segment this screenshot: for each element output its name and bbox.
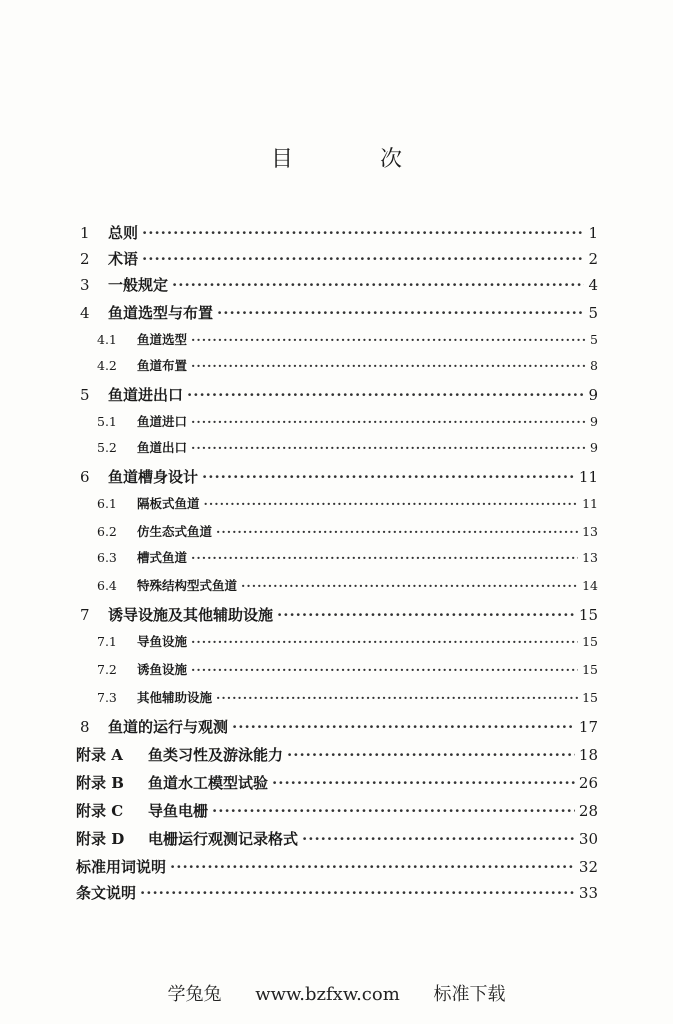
toc-entry-label: 鱼道进出口: [108, 386, 184, 404]
toc-entry-page: 9: [590, 414, 598, 429]
toc-entry-number: 附录 D: [76, 830, 125, 848]
toc-entry-number: 4.1: [97, 332, 117, 347]
toc-leader-dots: [216, 524, 578, 539]
toc-leader-dots: [232, 718, 575, 736]
toc-entry-number: 3: [80, 276, 90, 294]
toc-entry-page: 13: [582, 524, 598, 539]
toc-leader-dots: [142, 250, 584, 268]
toc-leader-dots: [191, 414, 586, 429]
toc-leader-dots: [287, 746, 575, 764]
toc-leader-dots: [172, 276, 584, 294]
toc-entry-label: 总则: [108, 224, 139, 242]
toc-entry-label: 导鱼电栅: [148, 802, 209, 820]
toc-entry-number: 2: [80, 250, 90, 268]
toc-entry-label: 鱼道选型与布置: [108, 304, 214, 322]
toc-entry[interactable]: [80, 248, 598, 269]
toc-entry-page: 13: [582, 550, 598, 565]
toc-entry[interactable]: [76, 800, 598, 821]
toc-entry-label: 术语: [108, 250, 139, 268]
toc-leader-dots: [191, 332, 586, 347]
toc-leader-dots: [217, 304, 584, 322]
toc-entry-label: 特殊结构型式鱼道: [137, 578, 238, 593]
toc-leader-dots: [216, 690, 578, 705]
toc-entry-page: 32: [578, 858, 598, 876]
footer-url[interactable]: www.bzfxw.com: [255, 984, 400, 1005]
toc-entry[interactable]: [97, 412, 598, 430]
toc-entry-label: 电栅运行观测记录格式: [148, 830, 299, 848]
footer-site-name: 学兔兔: [167, 984, 222, 1005]
toc-entry-label: 鱼道出口: [137, 440, 188, 455]
toc-entry-number: 7.3: [97, 690, 117, 705]
toc-leader-dots: [202, 468, 575, 486]
toc-entry[interactable]: [76, 772, 598, 793]
toc-entry-number: 8: [80, 718, 90, 736]
toc-entry-page: 15: [578, 606, 598, 624]
toc-leader-dots: [277, 606, 575, 624]
toc-entry-label: 仿生态式鱼道: [137, 524, 213, 539]
toc-entry-label: 其他辅助设施: [137, 690, 213, 705]
toc-leader-dots: [191, 358, 586, 373]
toc-entry[interactable]: [76, 744, 598, 765]
toc-entry-page: 8: [590, 358, 598, 373]
toc-entry[interactable]: [97, 660, 598, 678]
toc-leader-dots: [142, 224, 584, 242]
toc-entry-page: 18: [578, 746, 598, 764]
toc-entry[interactable]: [80, 222, 598, 243]
toc-entry-label: 诱导设施及其他辅助设施: [108, 606, 274, 624]
toc-entry-number: 1: [80, 224, 90, 242]
toc-leader-dots: [170, 858, 575, 876]
toc-entry[interactable]: [97, 330, 598, 348]
toc-entry[interactable]: [76, 856, 598, 877]
toc-entry[interactable]: [97, 548, 598, 566]
toc-entry-number: 6.1: [97, 496, 117, 511]
toc-entry-label: 隔板式鱼道: [137, 496, 200, 511]
toc-entry-number: 7: [80, 606, 90, 624]
toc-entry-number: 附录 C: [76, 802, 124, 820]
toc-entry-label: 鱼道的运行与观测: [108, 718, 229, 736]
toc-entry-page: 4: [588, 276, 598, 294]
toc-entry-label: 一般规定: [108, 276, 169, 294]
toc-entry-number: 7.2: [97, 662, 117, 677]
toc-entry[interactable]: [76, 828, 598, 849]
toc-entry[interactable]: [80, 716, 598, 737]
toc-leader-dots: [191, 440, 586, 455]
toc-entry-number: 5.2: [97, 440, 117, 455]
toc-leader-dots: [241, 578, 578, 593]
toc-entry-label: 鱼道进口: [137, 414, 188, 429]
toc-entry[interactable]: [80, 274, 598, 295]
toc-leader-dots: [204, 496, 579, 511]
toc-entry[interactable]: [97, 438, 598, 456]
toc-leader-dots: [272, 774, 575, 792]
toc-entry-number: 5: [80, 386, 90, 404]
toc-entry-page: 9: [588, 386, 598, 404]
toc-entry-number: 7.1: [97, 634, 117, 649]
toc-entry-page: 30: [578, 830, 598, 848]
toc-entry[interactable]: [80, 466, 598, 487]
toc-entry-number: 4.2: [97, 358, 117, 373]
toc-entry-label: 鱼道布置: [137, 358, 188, 373]
toc-entry-page: 26: [578, 774, 598, 792]
toc-entry-label: 鱼道水工模型试验: [148, 774, 269, 792]
toc-entry-page: 17: [578, 718, 598, 736]
toc-entry-page: 5: [588, 304, 598, 322]
toc-entry-page: 1: [588, 224, 598, 242]
toc-entry-number: 5.1: [97, 414, 117, 429]
toc-entry[interactable]: [76, 882, 598, 903]
toc-leader-dots: [302, 830, 575, 848]
toc-entry-label: 导鱼设施: [137, 634, 188, 649]
toc-leader-dots: [191, 634, 578, 649]
toc-entry-page: 15: [582, 662, 598, 677]
footer-watermark: [0, 980, 673, 1006]
toc-leader-dots: [191, 550, 578, 565]
toc-entry-page: 11: [578, 468, 598, 486]
toc-entry-page: 14: [582, 578, 598, 593]
toc-entry[interactable]: [80, 604, 598, 625]
toc-leader-dots: [140, 884, 575, 902]
toc-entry-label: 鱼类习性及游泳能力: [148, 746, 284, 764]
toc-entry-page: 33: [578, 884, 598, 902]
toc-entry[interactable]: [97, 494, 598, 512]
toc-entry-label: 鱼道槽身设计: [108, 468, 199, 486]
toc-entry[interactable]: [80, 302, 598, 323]
toc-entry-page: 15: [582, 634, 598, 649]
toc-entry-number: 6: [80, 468, 90, 486]
toc-entry-label: 鱼道选型: [137, 332, 188, 347]
toc-entry[interactable]: [97, 576, 598, 594]
toc-entry-number: 6.3: [97, 550, 117, 565]
toc-entry[interactable]: [80, 384, 598, 405]
toc-leader-dots: [212, 802, 575, 820]
toc-entry-page: 9: [590, 440, 598, 455]
toc-entry-label: 诱鱼设施: [137, 662, 188, 677]
toc-entry-page: 28: [578, 802, 598, 820]
toc-entry-page: 2: [588, 250, 598, 268]
toc-entry-label: 槽式鱼道: [137, 550, 188, 565]
toc-leader-dots: [187, 386, 584, 404]
toc-entry[interactable]: [97, 688, 598, 706]
toc-entry-label: 条文说明: [76, 884, 137, 902]
toc-entry[interactable]: [97, 522, 598, 540]
toc-leader-dots: [191, 662, 578, 677]
page-title: 目 次: [271, 147, 442, 172]
toc-entry-label: 标准用词说明: [76, 858, 167, 876]
toc-entry-number: 附录 B: [76, 774, 124, 792]
toc-entry-number: 6.2: [97, 524, 117, 539]
toc-entry[interactable]: [97, 356, 598, 374]
toc-entry-page: 5: [590, 332, 598, 347]
footer-tagline: 标准下载: [433, 984, 506, 1005]
toc-entry[interactable]: [97, 632, 598, 650]
toc-entry-page: 11: [582, 496, 598, 511]
toc-entry-number: 附录 A: [76, 746, 123, 764]
toc-entry-number: 4: [80, 304, 90, 322]
toc-entry-page: 15: [582, 690, 598, 705]
toc-entry-number: 6.4: [97, 578, 117, 593]
